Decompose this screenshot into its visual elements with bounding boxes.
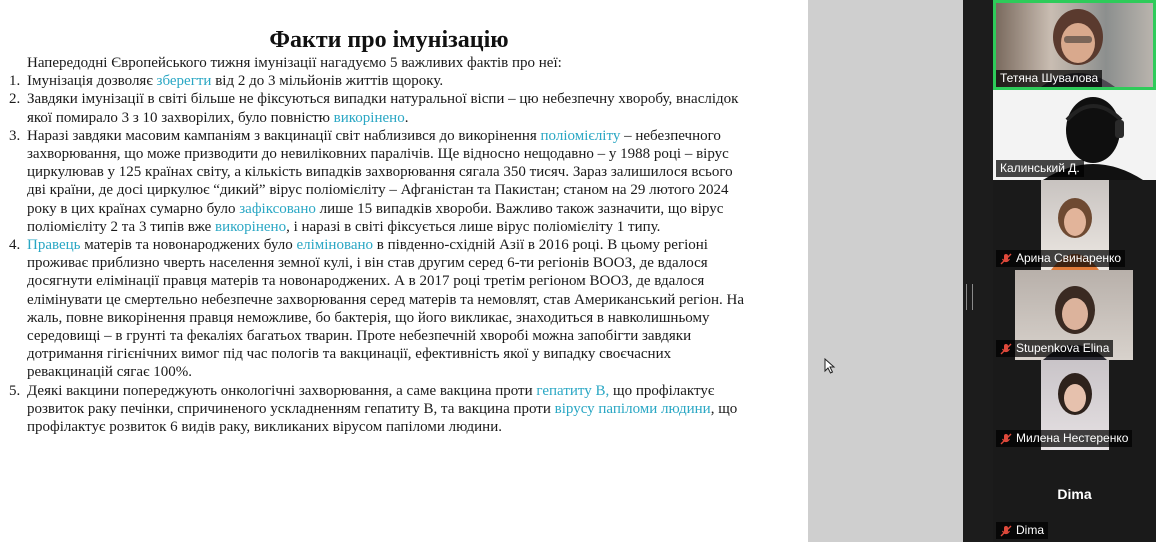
- fact-text: в південно-східній Азії в 2016 році. В цьому регіоні проживає приблизно чверть населення земної кулі, і він став другим серед 6-ти регіонів ВООЗ, де вдалося досягнути елімінації правця матерів та новонароджених. А в 2017 році третім регіоном ВООЗ, де вдалося елімінувати це смертельно небезпечне захворювання серед матерів та немовлят, став Американський регіон. На жаль, повне викорінення правця неможливе, бо бактерія, що його викликає, знаходиться в навколишньому середовищі – в грунті та фекаліях багатьох тварин. Проте небезпечній хворобі можна запобігти завдяки дотримання гігієнічних вимог під час пологів та вакцинації, ефективність якої у випадку своєчасних ревакцинацій сягає 100%.: [27, 237, 744, 381]
- microphone-muted-icon: [1000, 433, 1012, 445]
- fact-link[interactable]: викорінено: [215, 218, 287, 235]
- fact-link[interactable]: Правець: [27, 237, 81, 254]
- slide-title: Факти про імунізацію: [269, 27, 509, 53]
- participant-name: Милена Нестеренко: [1016, 431, 1129, 445]
- participant-name: Арина Свинаренко: [1016, 251, 1122, 265]
- participant-name-tag: [996, 250, 1125, 267]
- fact-link[interactable]: викорінено: [333, 109, 405, 126]
- participant-name-tag: [996, 160, 1084, 177]
- participant-name-tag: [996, 70, 1102, 87]
- participant-tile[interactable]: [993, 180, 1156, 270]
- fact-link[interactable]: вірусу папіломи людини: [554, 400, 711, 417]
- fact-item: [9, 382, 749, 437]
- fact-text: Деякі вакцини попереджують онкологічні захворювання, а саме вакцина проти: [27, 382, 537, 399]
- participant-name-tag: [996, 340, 1113, 357]
- participant-name: Тетяна Шувалова: [1000, 71, 1099, 85]
- fact-text: , що профілактує розвиток 6 видів раку, викликаних вірусом папіломи людини.: [27, 400, 738, 436]
- fact-number: 3.: [9, 127, 21, 144]
- splitter-grip-icon[interactable]: [966, 284, 973, 310]
- fact-item: [9, 236, 749, 382]
- microphone-muted-icon: [1000, 343, 1012, 355]
- fact-text: від 2 до 3 мільйонів життів щороку.: [211, 73, 444, 90]
- fact-number: 2.: [9, 91, 21, 108]
- fact-text: Імунізація дозволяє: [27, 73, 157, 90]
- fact-text: матерів та новонароджених було: [80, 237, 297, 254]
- mouse-cursor-icon: [824, 358, 836, 374]
- microphone-muted-icon: [1000, 253, 1012, 265]
- fact-text: , і наразі в світі фіксується лише вірус поліомієліту 1 типу.: [286, 218, 661, 235]
- fact-link[interactable]: еліміновано: [296, 237, 374, 254]
- fact-text: Завдяки імунізації в світі більше не фіксуються випадки натуральної віспи – цю небезпечну хворобу, внаслідок якої помирало 3 з 10 захворілих, було повністю: [27, 91, 739, 126]
- participant-tile[interactable]: [993, 90, 1156, 180]
- fact-link[interactable]: зберегти: [156, 73, 212, 90]
- participant-name-tag: [996, 430, 1132, 447]
- fact-text: .: [404, 109, 409, 126]
- facts-list: [9, 72, 749, 436]
- participant-name: Stupenkova Elina: [1016, 341, 1110, 355]
- fact-link[interactable]: зафіксовано: [239, 200, 316, 217]
- participant-tile[interactable]: [993, 270, 1156, 360]
- fact-item: [9, 72, 749, 90]
- slide-intro: Напередодні Європейського тижня імунізації нагадуємо 5 важливих фактів про неї:: [27, 55, 562, 71]
- fact-link[interactable]: поліомієліту: [540, 127, 621, 144]
- fact-item: [9, 90, 749, 126]
- stage-background: [808, 0, 963, 542]
- fact-number: 5.: [9, 382, 21, 399]
- participant-name-tag: [996, 522, 1048, 539]
- fact-text: Наразі завдяки масовим кампаніям з вакцинації світ наблизився до викорінення: [27, 127, 541, 144]
- participants-panel: [993, 0, 1156, 542]
- participant-tile[interactable]: [993, 360, 1156, 450]
- fact-text: лише 15 випадків хвороби. Важливо також зазначити, що вірус поліомієліту 2 та 3 типів вже: [27, 200, 724, 235]
- fact-number: 1.: [9, 73, 21, 90]
- microphone-muted-icon: [1000, 525, 1012, 537]
- fact-text: – небезпечного захворювання, що може призводити до невиліковних паралічів. Ще відносно нещодавно – у 1988 році – вірус циркулював у 125 країнах світу, а кількість випадків захворювання сягала 350 тисяч. Зараз залишилося всього дві країни, де досі циркулює “дикий” вірус поліомієліту – Афганістан та Пакистан; станом на 29 лютого 2024 року в цих країнах сумарно було: [27, 127, 733, 217]
- fact-text: що профілактує розвиток раку печінки, спричиненого ускладненням гепатиту В, та вакцина проти: [27, 382, 715, 417]
- fact-link[interactable]: гепатиту В,: [536, 382, 610, 399]
- video-off-name: Dima: [1057, 486, 1092, 502]
- participant-tile[interactable]: [993, 0, 1156, 90]
- participant-tile[interactable]: [993, 450, 1156, 542]
- participant-name: Dima: [1016, 523, 1045, 537]
- gallery-splitter[interactable]: [963, 0, 993, 542]
- fact-number: 4.: [9, 237, 21, 254]
- fact-item: [9, 127, 749, 236]
- slide-body: [9, 54, 749, 436]
- participant-name: Калинський Д.: [1000, 161, 1080, 175]
